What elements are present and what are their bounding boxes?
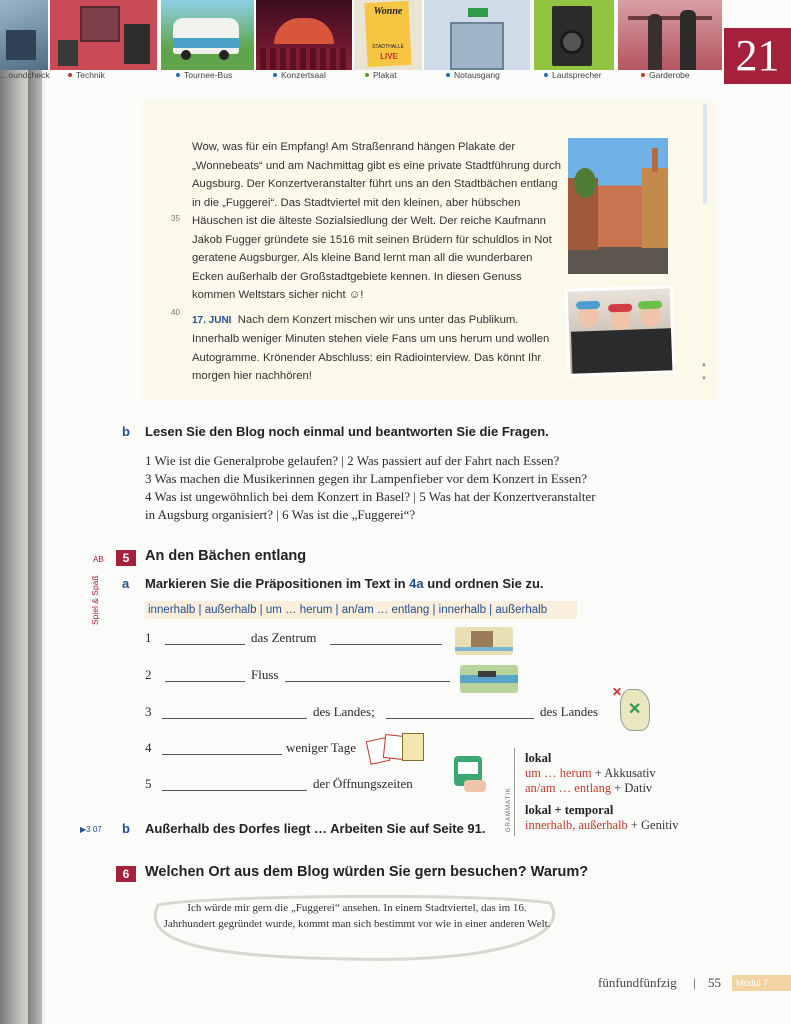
blank-2[interactable] bbox=[165, 681, 245, 682]
line-number-35: 35 bbox=[171, 214, 180, 223]
grammar-lokal-rule-1: um … herum + Akkusativ bbox=[525, 766, 656, 780]
exercise-5b-task: Außerhalb des Dorfes liegt … Arbeiten Sie auf Seite 91. bbox=[145, 821, 486, 836]
bullet-dot bbox=[273, 73, 277, 77]
calendar-icon bbox=[368, 731, 426, 767]
sample-answer: Ich würde mir gern die „Fuggerei“ ansehen. In einem Stadtviertel, das im 16. Jahrhundert gegründet wurde, kommt man sich bestimmt vor wie in einer anderen Welt. bbox=[163, 902, 551, 930]
question-line: 1 Wie ist die Generalprobe gelaufen? | 2 Was passiert auf der Fahrt nach Essen? bbox=[145, 453, 560, 468]
question-line: in Augsburg organisiert? | 6 Was ist die „Fuggerei“? bbox=[145, 507, 416, 522]
blank-5[interactable] bbox=[162, 790, 307, 791]
grammar-temporal-rule: innerhalb, außerhalb + Genitiv bbox=[525, 818, 679, 832]
exercise-6-title: Welchen Ort aus dem Blog würden Sie gern besuchen? Warum? bbox=[145, 864, 589, 880]
bullet-dot bbox=[446, 73, 450, 77]
scroll-thumb[interactable] bbox=[703, 104, 707, 204]
exercise-4b-questions bbox=[145, 452, 685, 524]
exercise-6-number: 6 bbox=[116, 866, 136, 882]
city-map-icon bbox=[455, 627, 513, 655]
blog-scrollbar[interactable] bbox=[700, 104, 710, 399]
thumb-soundcheck bbox=[0, 0, 48, 70]
grammar-label: GRAMMATIK bbox=[506, 787, 512, 832]
module-tag: Modul 7 bbox=[732, 975, 791, 991]
thumb-notausgang bbox=[424, 0, 530, 70]
caption-garderobe: Garderobe bbox=[641, 70, 690, 84]
poster-title: Wonne bbox=[373, 6, 403, 17]
chapter-number: 21 bbox=[724, 28, 791, 84]
preposition-word-bank: innerhalb | außerhalb | um … herum | an/am … entlang | innerhalb | außerhalb bbox=[145, 601, 577, 619]
exercise-5b-letter: b bbox=[122, 821, 130, 836]
thumb-lautsprecher bbox=[534, 0, 614, 70]
item-5-text: der Öffnungszeiten bbox=[313, 776, 413, 791]
page-number: 55 bbox=[708, 975, 721, 990]
caption-tournee-bus: Tournee-Bus bbox=[176, 70, 232, 84]
thumb-konzertsaal bbox=[256, 0, 352, 70]
bullet-dot bbox=[365, 73, 369, 77]
blank-1b[interactable] bbox=[330, 644, 442, 645]
blank-4[interactable] bbox=[162, 754, 282, 755]
item-2-number: 2 bbox=[145, 667, 152, 682]
page-separator: | bbox=[693, 975, 696, 990]
grammar-lokal-rule-2: an/am … entlang + Dativ bbox=[525, 781, 653, 795]
thumb-technik bbox=[50, 0, 157, 70]
item-3-text-b: des Landes bbox=[540, 704, 599, 719]
exercise-5a-task: Markieren Sie die Präpositionen im Text in 4a und ordnen Sie zu. bbox=[145, 576, 544, 591]
ab-label: AB bbox=[93, 555, 104, 564]
blog-paragraph-2: 17. JUNI Nach dem Konzert mischen wir uns unter das Publikum. Innerhalb weniger Minuten stehen viele Fans um uns herum und wollen Autogramme. Krönender Abschluss: ein Radiointerview. Das könnt Ihr morgen hier nachhören! bbox=[192, 313, 550, 382]
book-gutter bbox=[28, 0, 42, 1024]
grammar-temporal-title: lokal + temporal bbox=[525, 803, 614, 817]
bullet-dot bbox=[68, 73, 72, 77]
audio-track[interactable]: ▶3 07 bbox=[80, 825, 102, 834]
exercise-4b-task: Lesen Sie den Blog noch einmal und beantworten Sie die Fragen. bbox=[145, 424, 549, 439]
river-icon bbox=[460, 665, 518, 693]
question-line: 4 Was ist ungewöhnlich bei dem Konzert in Basel? | 5 Was hat der Konzertveranstalter bbox=[145, 489, 596, 504]
blog-paragraph-1: Wow, was für ein Empfang! Am Straßenrand hängen Plakate der „Wonnebeats“ und am Nachmittag gibt es eine private Stadtführung durch Augsburg. Der Konzertveranstalter führt uns an den Stadtbächen entlang in die „Fuggerei“. Das Stadtviertel mit den kleinen, aber hübschen Häuschen ist die älteste Sozialsiedlung der Welt. Der reiche Kaufmann Jakob Fugger gründete sie 1516 mit seinen Brüdern für schuldlos in Not geratene Augsburger. Als kleine Band lernt man all die wunderbaren Ecken außerhalb der Großstadtgebiete kennen. In diesen Genuss kommen Weltstars sicher nicht ☺! bbox=[192, 141, 562, 301]
blank-2b[interactable] bbox=[285, 681, 450, 682]
germany-map-icon: ✕ ✕ bbox=[612, 685, 656, 735]
exercise-5-title: An den Bächen entlang bbox=[145, 548, 307, 564]
scroll-up-icon[interactable]: ▲ bbox=[701, 362, 707, 368]
vocabulary-picture-strip bbox=[0, 0, 722, 84]
grammar-box bbox=[525, 751, 725, 833]
bullet-dot bbox=[641, 73, 645, 77]
caption-konzertsaal: Konzertsaal bbox=[273, 70, 326, 84]
item-4-number: 4 bbox=[145, 740, 152, 755]
grammar-divider bbox=[514, 748, 515, 836]
side-label-spiel-spass: Spiel & Spaß bbox=[90, 575, 100, 625]
scroll-down-icon[interactable]: ▼ bbox=[701, 376, 707, 382]
poster-venue: STADTHALLE bbox=[372, 44, 404, 50]
item-2-text: Fluss bbox=[251, 667, 279, 682]
grammar-lokal-title: lokal bbox=[525, 751, 552, 765]
line-number-40: 40 bbox=[171, 308, 180, 317]
caption-technik: Technik bbox=[68, 70, 105, 84]
blank-1[interactable] bbox=[165, 644, 245, 645]
bullet-dot bbox=[544, 73, 548, 77]
exercise-5-number: 5 bbox=[116, 550, 136, 566]
poster-live: LIVE bbox=[380, 52, 398, 61]
thumb-plakat bbox=[354, 0, 422, 70]
thumb-tournee-bus bbox=[161, 0, 254, 70]
question-line: 3 Was machen die Musikerinnen gegen ihr Lampenfieber vor dem Konzert in Essen? bbox=[145, 471, 588, 486]
item-3-number: 3 bbox=[145, 704, 152, 719]
caption-lautsprecher: Lautsprecher bbox=[544, 70, 602, 84]
opening-hours-icon bbox=[450, 754, 488, 794]
blog-text bbox=[192, 138, 566, 392]
photo-fuggerei-street bbox=[568, 138, 668, 274]
blank-3[interactable] bbox=[162, 718, 307, 719]
thumb-garderobe bbox=[618, 0, 722, 70]
caption-soundcheck: …oundcheck bbox=[0, 70, 50, 80]
blank-3b[interactable] bbox=[386, 718, 534, 719]
caption-plakat: Plakat bbox=[365, 70, 397, 84]
caption-notausgang: Notausgang bbox=[446, 70, 500, 84]
item-1-text: das Zentrum bbox=[251, 630, 317, 645]
bullet-dot bbox=[176, 73, 180, 77]
blog-date: 17. JUNI bbox=[192, 314, 232, 326]
exercise-4b-letter: b bbox=[122, 424, 130, 439]
page-number-word: fünfundfünfzig bbox=[598, 975, 677, 990]
photo-band-members bbox=[564, 285, 675, 377]
item-4-text: weniger Tage bbox=[286, 740, 356, 755]
exercise-5a-letter: a bbox=[122, 576, 130, 591]
item-3-text-a: des Landes; bbox=[313, 704, 375, 719]
item-5-number: 5 bbox=[145, 776, 152, 791]
item-1-number: 1 bbox=[145, 630, 152, 645]
